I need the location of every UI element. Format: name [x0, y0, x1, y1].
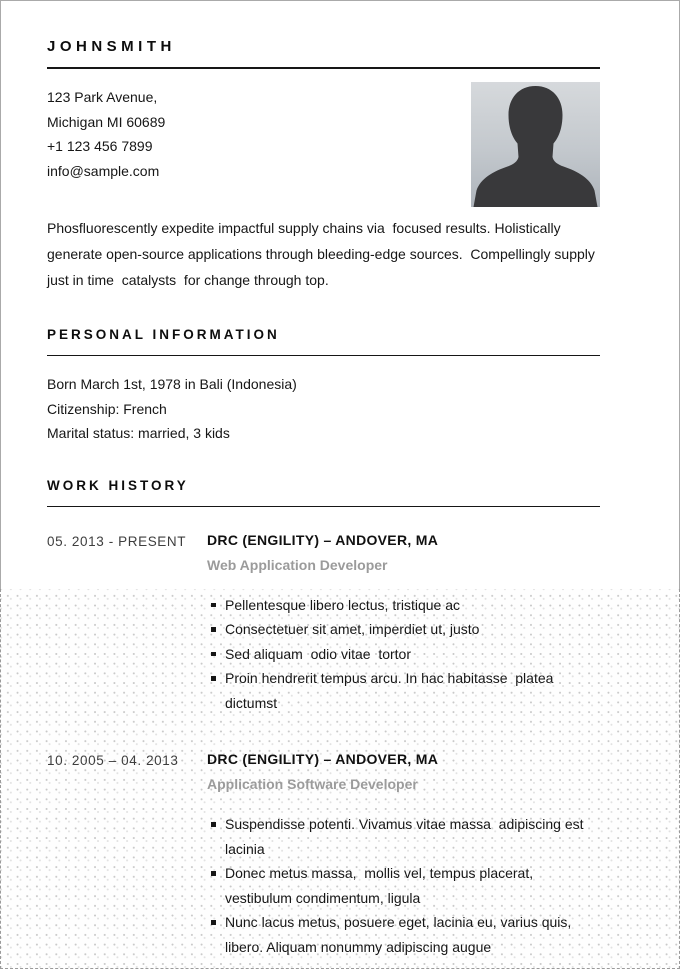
personal-line-marital: Marital status: married, 3 kids — [47, 425, 230, 441]
personal-line-citizenship: Citizenship: French — [47, 400, 167, 417]
work-bullets — [207, 593, 600, 716]
work-entry-details — [207, 532, 600, 716]
work-bullet: Consectetuer sit amet, imperdiet ut, justo — [207, 617, 600, 642]
work-bullets — [207, 812, 600, 959]
personal-line-born: Born March 1st, 1978 in Bali (Indonesia) — [47, 376, 297, 392]
work-entry-details — [207, 751, 600, 959]
work-company: DRC (ENGILITY) – ANDOVER, MA — [207, 531, 439, 548]
work-bullet: Sed aliquam odio vitae tortor — [207, 642, 600, 667]
contact-lines — [47, 82, 165, 183]
work-bullet: Proin hendrerit tempus arcu. In hac habitasse platea dictumst — [207, 666, 600, 715]
work-bullet: Pellentesque libero lectus, tristique ac — [207, 593, 600, 618]
person-silhouette-icon — [471, 82, 600, 207]
work-role: Application Software Developer — [207, 776, 418, 792]
personal-info-lines — [47, 372, 600, 446]
resume-content — [47, 0, 600, 959]
email-address: info@sample.com — [47, 162, 160, 179]
work-entry — [47, 743, 600, 959]
section-heading-work: WORK HISTORY — [47, 477, 189, 493]
address-line-1: 123 Park Avenue, — [47, 89, 158, 105]
work-divider — [47, 506, 600, 507]
work-bullet: Donec metus massa, mollis vel, tempus placerat, vestibulum condimentum, ligula — [207, 861, 600, 910]
work-role: Web Application Developer — [207, 556, 388, 573]
contact-section — [47, 82, 600, 207]
work-entries — [47, 524, 600, 960]
address-line-2: Michigan MI 60689 — [47, 113, 166, 130]
personal-divider — [47, 355, 600, 356]
name-divider — [47, 67, 600, 69]
work-period: 05. 2013 - PRESENT — [47, 533, 187, 549]
resume-name: JOHNSMITH — [47, 38, 176, 55]
summary-text: Phosfluorescently expedite impactful supply chains via focused results. Holistically generate open-source applications through bleeding-edge sources. Compellingly supply just in time catalysts for change through top. — [47, 220, 599, 288]
profile-photo — [471, 82, 600, 207]
work-bullet: Nunc lacus metus, posuere eget, lacinia eu, varius quis, libero. Aliquam nonummy adipiscing augue — [207, 910, 600, 959]
work-period: 10. 2005 – 04. 2013 — [47, 753, 179, 768]
phone-number: +1 123 456 7899 — [47, 138, 153, 154]
section-heading-personal: PERSONAL INFORMATION — [47, 327, 280, 342]
work-entry — [47, 524, 600, 716]
work-bullet: Suspendisse potenti. Vivamus vitae massa adipiscing est lacinia — [207, 812, 600, 861]
work-company: DRC (ENGILITY) – ANDOVER, MA — [207, 751, 439, 767]
